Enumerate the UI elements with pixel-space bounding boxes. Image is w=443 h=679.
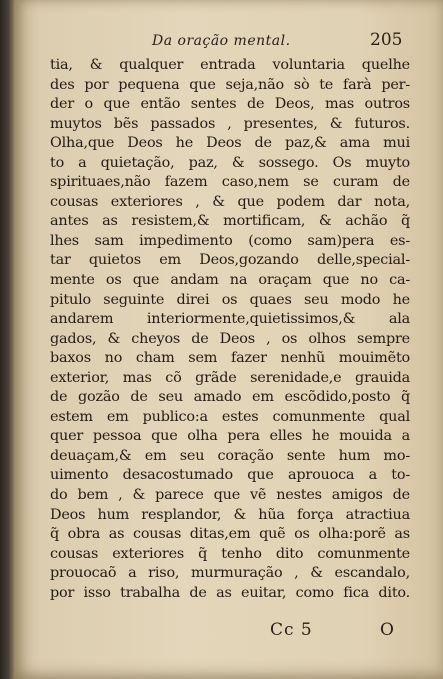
text-line: prouocaõ a riso, murmuração , & escandalo, [50,565,410,582]
book-gutter [0,0,14,679]
running-head: Da oração mental. [152,33,291,49]
page-number: 205 [370,30,403,50]
signature-mark: Cc 5 [270,620,313,640]
text-line: spirituaes,não fazem caso,nem se curam de [50,174,410,191]
text-line: q̃ obra as cousas ditas,em quẽ os olha:porẽ as [50,526,410,543]
text-line: de gozão de seu amado em escõdido,posto q̃ [50,389,410,406]
text-line: do bem , & parece que vẽ nestes amigos de [50,487,410,504]
text-line: cousas exteriores q̃ tenho dito comunmente [50,545,410,562]
text-line: exterior, mas cõ grãde serenidade,e grauida [50,369,410,386]
text-line: andarem interiormente,quietissimos,& ala [50,311,410,328]
catchword: O [380,620,394,640]
text-line: der o que então sentes de Deos, mas outros [50,96,410,113]
text-line: deuaçam,& em seu coração sente hum mo- [50,447,410,464]
text-line: cousas exteriores , & que podem dar nota, [50,193,410,210]
text-line: baxos no cham sem fazer nenhũ mouimẽto [50,350,410,367]
text-line: lhes sam impedimento (como sam)pera es- [50,232,410,249]
text-line: muytos bẽs passados , presentes, & futuros. [50,115,410,132]
text-line: por isso trabalha de as euitar, como fica dito. [50,584,410,601]
text-line: des por pequena que seja,não sò te farà per- [50,76,410,93]
text-line: estem em publico:a estes comunmente qual [50,408,410,425]
text-line: quer pessoa que olha pera elles he mouida a [50,428,410,445]
text-line: uimento desacostumado que aprouoca a to- [50,467,410,484]
text-block [50,56,410,603]
text-line: pitulo seguinte direi os quaes seu modo he [50,291,410,308]
text-line: mente os que andam na oraçam que no ca- [50,272,410,289]
text-line: Deos hum resplandor, & hũa força atractiua [50,506,410,523]
text-line: tia, & qualquer entrada voluntaria quelhe [50,57,410,73]
book-page [14,0,443,679]
text-line: tar quietos em Deos,gozando delle,special- [50,252,410,269]
text-line: antes as resistem,& mortificam, & achão q̃ [50,213,410,230]
text-line: Olha,que Deos he Deos de paz,& ama mui [50,135,410,152]
text-line: to a quietação, paz, & sossego. Os muyto [50,154,410,171]
text-line: gados, & cheyos de Deos , os olhos sempre [50,330,410,347]
